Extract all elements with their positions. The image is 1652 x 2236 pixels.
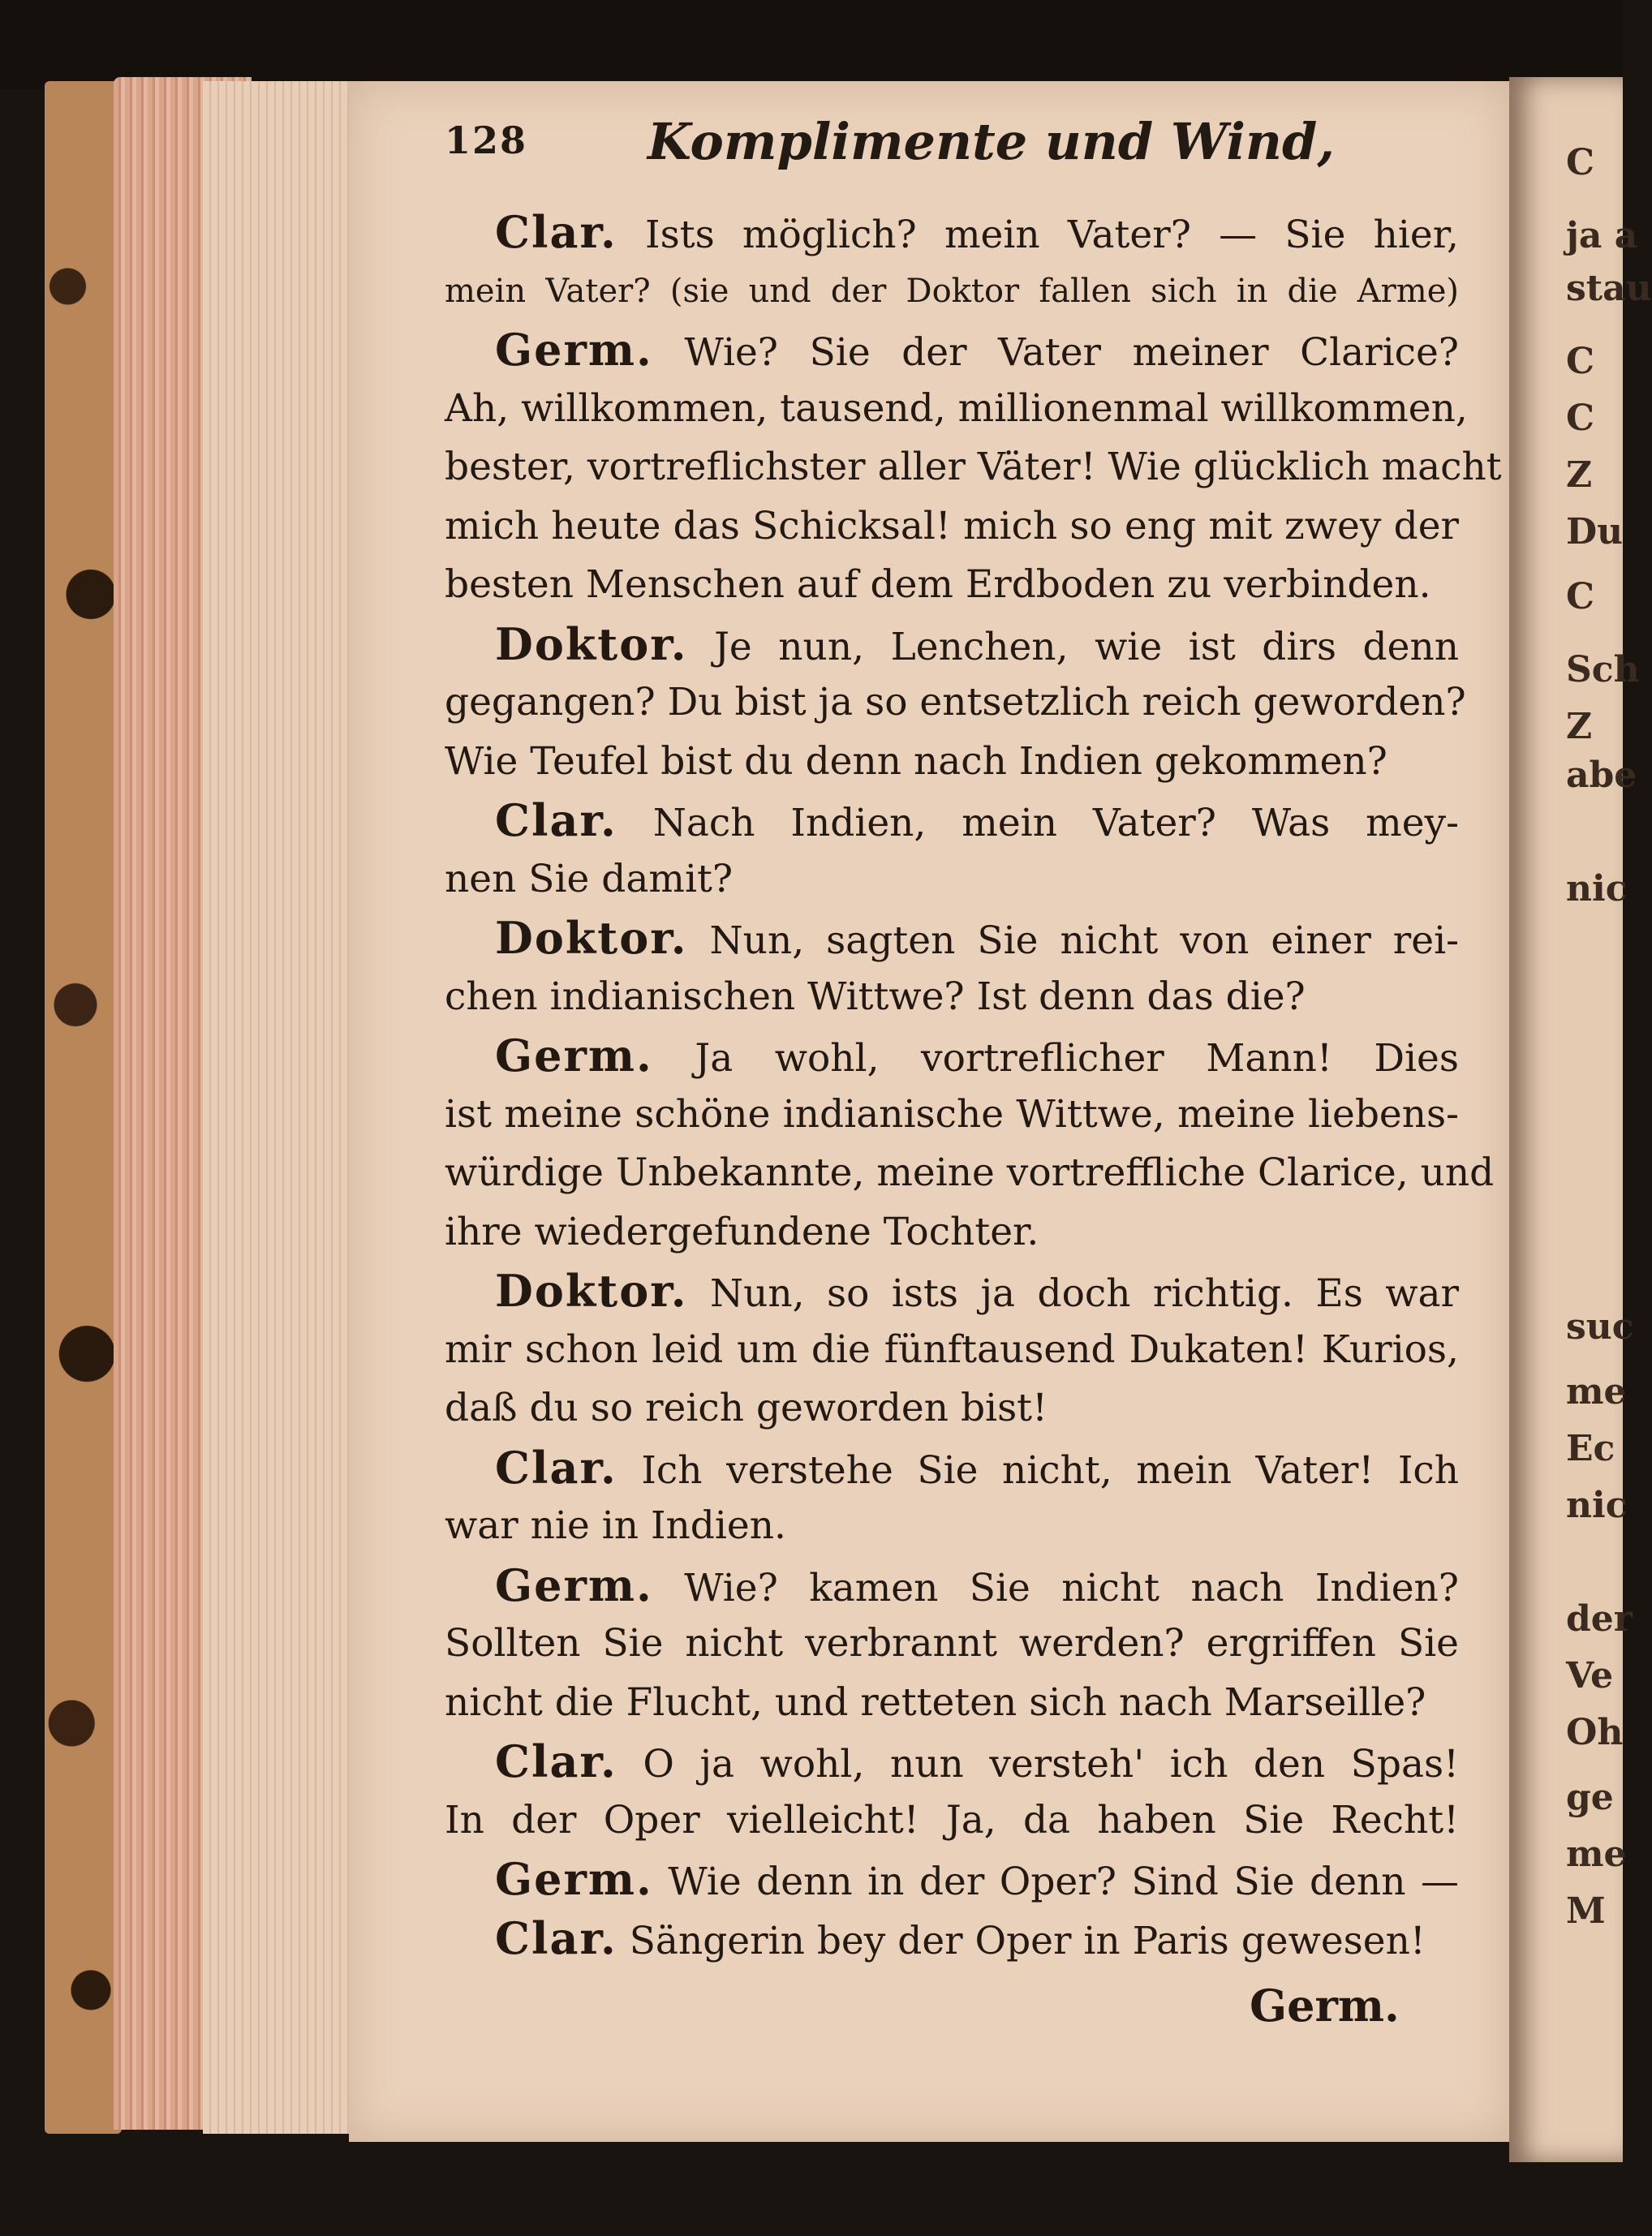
line-text: Je nun, Lenchen, wie ist dirs denn bbox=[714, 624, 1459, 669]
facing-page-fragment: nic bbox=[1566, 1485, 1628, 1526]
facing-page-fragment: Oh bbox=[1566, 1712, 1624, 1753]
speaker-name: Doktor. bbox=[495, 1265, 688, 1317]
facing-page-fragment: abe bbox=[1566, 755, 1637, 796]
facing-page-fragment: me bbox=[1566, 1834, 1627, 1875]
text-line bbox=[445, 850, 1459, 909]
speaker-name: Clar. bbox=[495, 794, 617, 846]
text-line bbox=[445, 1144, 1495, 1203]
text-line bbox=[445, 615, 1459, 674]
facing-page-fragment: Ec bbox=[1566, 1428, 1615, 1469]
line-text: mein Vater? (sie und der Doktor fallen sich in die Arme) bbox=[445, 272, 1459, 310]
text-line bbox=[445, 968, 1459, 1027]
speaker-name: Clar. bbox=[495, 1735, 617, 1787]
text-line bbox=[445, 673, 1466, 733]
catchword: Germ. bbox=[1250, 1980, 1400, 2032]
line-text: O ja wohl, nun versteh' ich den Spas! bbox=[643, 1742, 1459, 1787]
line-text: war nie in Indien. bbox=[445, 1503, 786, 1548]
line-text: Sollten Sie nicht verbrannt werden? ergriffen Sie bbox=[445, 1621, 1459, 1666]
text-line bbox=[445, 1026, 1459, 1086]
text-line bbox=[445, 556, 1459, 615]
background bbox=[0, 0, 1623, 89]
line-text: Wie? Sie der Vater meiner Clarice? bbox=[684, 330, 1459, 375]
facing-page-fragment: Ve bbox=[1566, 1655, 1614, 1696]
speaker-name: Germ. bbox=[495, 1030, 653, 1081]
facing-page-fragment: Z bbox=[1566, 706, 1593, 747]
line-text: Nach Indien, mein Vater? Was mey- bbox=[652, 801, 1459, 845]
text-line bbox=[445, 1321, 1459, 1380]
text-line bbox=[445, 438, 1502, 497]
facing-page-fragment: C bbox=[1566, 341, 1595, 382]
line-text: daß du so reich geworden bist! bbox=[445, 1386, 1048, 1430]
line-text: In der Oper vielleicht! Ja, da haben Sie Recht! bbox=[445, 1797, 1459, 1843]
running-title: Komplimente und Wind, bbox=[647, 112, 1335, 171]
speaker-name: Germ. bbox=[495, 324, 653, 376]
text-line bbox=[445, 1556, 1459, 1615]
book-cover bbox=[45, 81, 122, 2134]
facing-page-fragment: me bbox=[1566, 1371, 1627, 1413]
facing-page-fragment: M bbox=[1566, 1890, 1606, 1932]
page-number: 128 bbox=[445, 118, 528, 162]
facing-page-fragment: nic bbox=[1566, 868, 1628, 909]
text-line bbox=[445, 262, 1459, 321]
line-text: Wie? kamen Sie nicht nach Indien? bbox=[684, 1565, 1459, 1610]
facing-page-fragment: Z bbox=[1566, 454, 1593, 496]
speaker-name: Germ. bbox=[495, 1559, 653, 1611]
line-text: Nun, so ists ja doch richtig. Es war bbox=[709, 1271, 1459, 1316]
page-edges-light bbox=[203, 81, 357, 2134]
page-text bbox=[445, 203, 1502, 1967]
speaker-name: Clar. bbox=[495, 1911, 617, 1964]
line-text: chen indianischen Wittwe? Ist denn das die? bbox=[445, 974, 1306, 1019]
line-text: gegangen? Du bist ja so entsetzlich reich geworden? bbox=[445, 680, 1466, 725]
line-text: Ah, willkommen, tausend, millionenmal willkommen, bbox=[445, 385, 1468, 431]
text-line bbox=[445, 1497, 1459, 1556]
speaker-name: Germ. bbox=[495, 1853, 653, 1905]
speaker-name: Doktor. bbox=[495, 617, 688, 670]
facing-page-fragment: C bbox=[1566, 398, 1595, 439]
text-line bbox=[445, 1086, 1459, 1145]
facing-page-fragment: C bbox=[1566, 576, 1595, 617]
text-line bbox=[445, 1379, 1459, 1438]
facing-page-fragment: Du bbox=[1566, 511, 1624, 553]
text-line bbox=[445, 1438, 1459, 1498]
line-text: würdige Unbekannte, meine vortreffliche Clarice, und bbox=[445, 1150, 1495, 1195]
text-line bbox=[445, 320, 1459, 380]
facing-page-fragment: suc bbox=[1566, 1306, 1634, 1348]
speaker-name: Clar. bbox=[495, 206, 617, 258]
line-text: Ja wohl, vortreflicher Mann! Dies bbox=[695, 1036, 1459, 1081]
text-line bbox=[445, 1909, 1459, 1968]
line-text: mir schon leid um die fünftausend Dukaten! Kurios, bbox=[445, 1327, 1459, 1372]
line-text: Sängerin bey der Oper in Paris gewesen! bbox=[629, 1918, 1426, 1963]
text-line bbox=[445, 909, 1459, 968]
text-line bbox=[445, 1732, 1459, 1791]
facing-page-fragment: der bbox=[1566, 1598, 1633, 1640]
text-line bbox=[445, 203, 1459, 262]
text-line bbox=[445, 497, 1459, 557]
text-line bbox=[445, 1791, 1459, 1851]
text-line bbox=[445, 1262, 1459, 1321]
facing-page-fragment: stau bbox=[1566, 268, 1652, 309]
line-text: ihre wiedergefundene Tochter. bbox=[445, 1209, 1039, 1254]
line-text: Wie Teufel bist du denn nach Indien gekommen? bbox=[445, 738, 1387, 784]
line-text: Wie denn in der Oper? Sind Sie denn — bbox=[668, 1860, 1459, 1904]
text-line bbox=[445, 1850, 1459, 1909]
line-text: ist meine schöne indianische Wittwe, meine liebens- bbox=[445, 1091, 1459, 1137]
line-text: bester, vortreflichster aller Väter! Wie glücklich macht bbox=[445, 445, 1502, 489]
line-text: Ists möglich? mein Vater? — Sie hier, bbox=[645, 213, 1459, 257]
facing-page-fragment: ge bbox=[1566, 1777, 1614, 1818]
facing-page-edge bbox=[1509, 77, 1652, 2162]
speaker-name: Clar. bbox=[495, 1441, 617, 1494]
facing-page-fragment: Sch bbox=[1566, 649, 1640, 690]
text-line bbox=[445, 1203, 1459, 1262]
text-line bbox=[445, 380, 1468, 439]
facing-page-fragment: C bbox=[1566, 142, 1595, 183]
text-line bbox=[445, 791, 1459, 850]
line-text: Ich verstehe Sie nicht, mein Vater! Ich bbox=[641, 1447, 1459, 1493]
line-text: mich heute das Schicksal! mich so eng mit zwey der bbox=[445, 503, 1459, 548]
page-header bbox=[445, 112, 1459, 169]
text-line bbox=[445, 733, 1459, 792]
line-text: nicht die Flucht, und retteten sich nach Marseille? bbox=[445, 1679, 1426, 1725]
line-text: besten Menschen auf dem Erdboden zu verbinden. bbox=[445, 562, 1431, 607]
line-text: nen Sie damit? bbox=[445, 856, 734, 901]
facing-page-fragment: ja a bbox=[1566, 215, 1638, 256]
speaker-name: Doktor. bbox=[495, 912, 688, 964]
line-text: Nun, sagten Sie nicht von einer rei- bbox=[709, 918, 1459, 963]
text-line bbox=[445, 1674, 1459, 1733]
text-line bbox=[445, 1615, 1459, 1674]
